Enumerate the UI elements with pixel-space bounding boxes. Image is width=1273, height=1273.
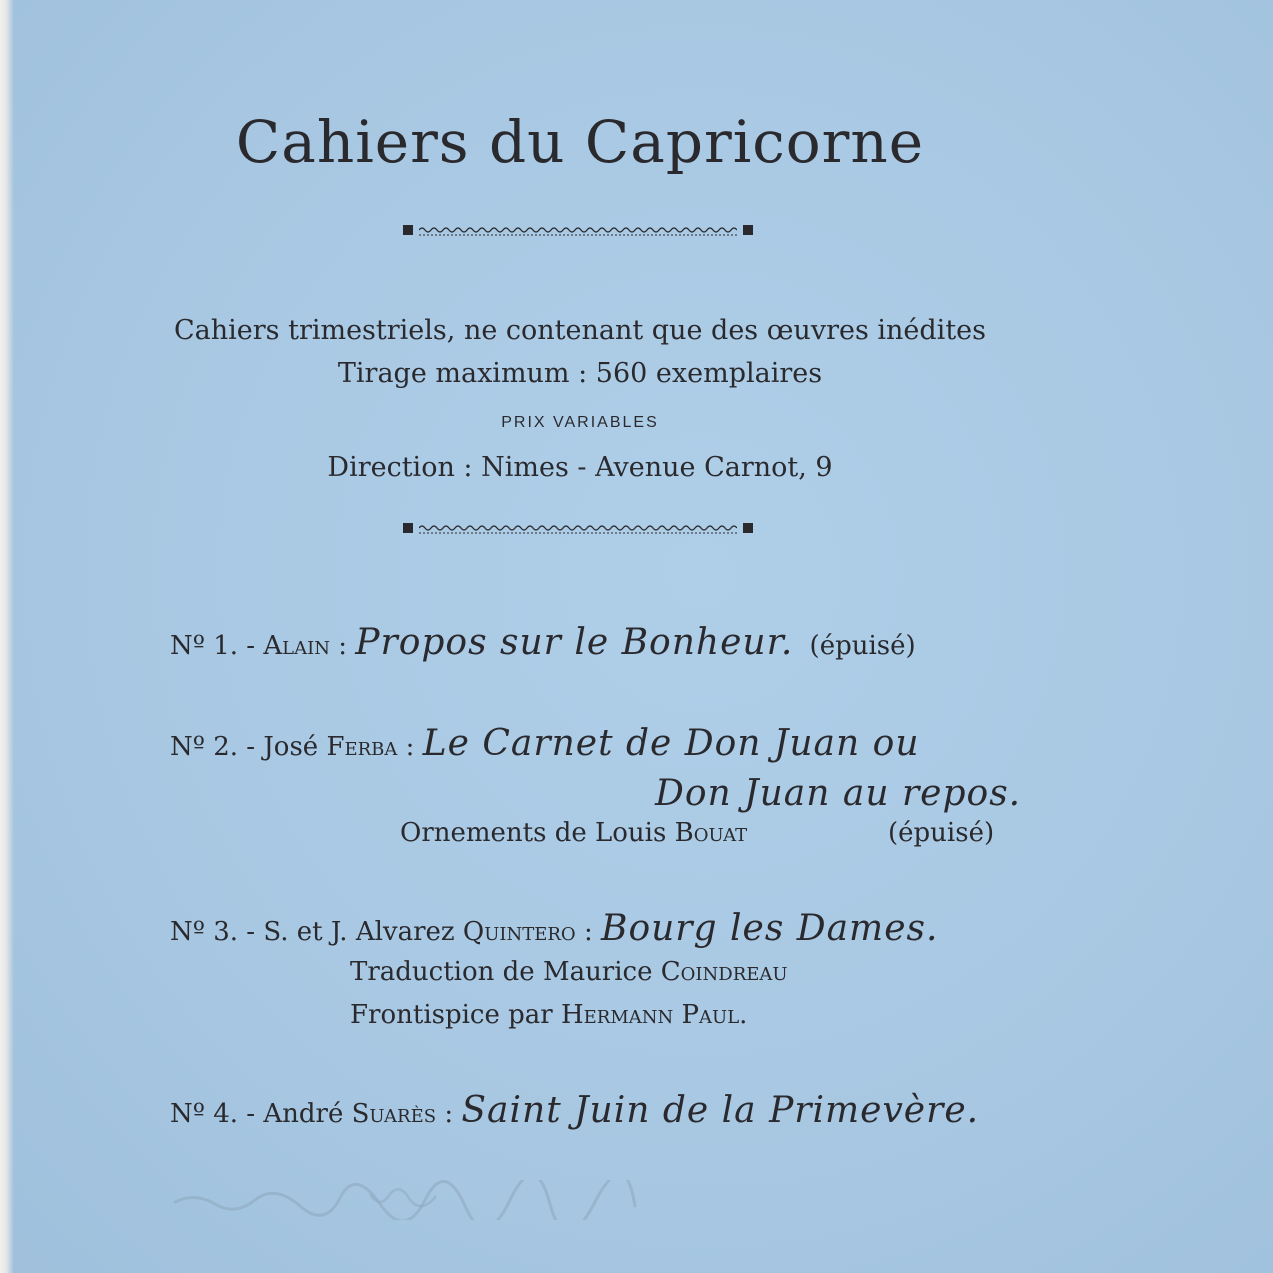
wavy-rule-icon [419, 522, 737, 536]
entry-status: (épuisé) [809, 631, 916, 661]
entry-title: Le Carnet de Don Juan ou [422, 723, 920, 764]
faded-handwriting-mark [170, 1180, 670, 1220]
entry-author: Alain : [263, 631, 347, 661]
entry-author-first: José [263, 732, 319, 762]
entry-3 [170, 908, 938, 949]
entry-4 [170, 1090, 979, 1131]
ornament-square-icon [743, 225, 753, 235]
info-print-run: Tirage maximum : 560 exemplaires [337, 358, 823, 389]
entry-1 [170, 622, 916, 663]
entry-author-first: André [263, 1099, 344, 1129]
ornament-divider-top [403, 224, 753, 238]
entry-author-last: Suarès : [351, 1099, 454, 1129]
frontispice-name: Hermann Paul. [560, 1000, 748, 1030]
ornament-square-icon [403, 225, 413, 235]
ornaments-prefix: Ornements de Louis [400, 818, 667, 848]
entry-number: Nº 2. - [170, 732, 256, 762]
entry-number: Nº 3. - [170, 917, 256, 947]
ornament-divider-bottom [403, 522, 753, 536]
translation-name: Coindreau [660, 957, 788, 987]
frontispice-prefix: Frontispice par [350, 1000, 553, 1030]
entry-title: Propos sur le Bonheur. [355, 622, 794, 663]
entry-ornaments [400, 818, 747, 848]
info-address: Direction : Nimes - Avenue Carnot, 9 [327, 452, 833, 483]
entry-title-continued: Don Juan au repos. [655, 773, 1022, 814]
entry-number: Nº 4. - [170, 1099, 256, 1129]
entry-frontispice [350, 1000, 747, 1030]
entry-status: (épuisé) [888, 818, 995, 848]
info-prices: PRIX VARIABLES [501, 414, 659, 431]
entry-title: Bourg les Dames. [600, 908, 939, 949]
ornaments-name: Bouat [674, 818, 748, 848]
paper-edge [0, 0, 14, 1273]
entry-translation [350, 957, 788, 987]
wavy-rule-icon [419, 224, 737, 238]
entry-number: Nº 1. - [170, 631, 256, 661]
ornament-square-icon [403, 523, 413, 533]
page-title: Cahiers du Capricorne [235, 108, 925, 176]
info-periodicity: Cahiers trimestriels, ne contenant que des œuvres inédites [173, 315, 987, 346]
entry-author-last: Quintero : [462, 917, 593, 947]
entry-author-first: S. et J. Alvarez [263, 917, 455, 947]
entry-2 [170, 723, 920, 764]
entry-title: Saint Juin de la Primevère. [461, 1090, 980, 1131]
translation-prefix: Traduction de Maurice [350, 957, 653, 987]
ornament-square-icon [743, 523, 753, 533]
entry-author-last: Ferba : [326, 732, 415, 762]
